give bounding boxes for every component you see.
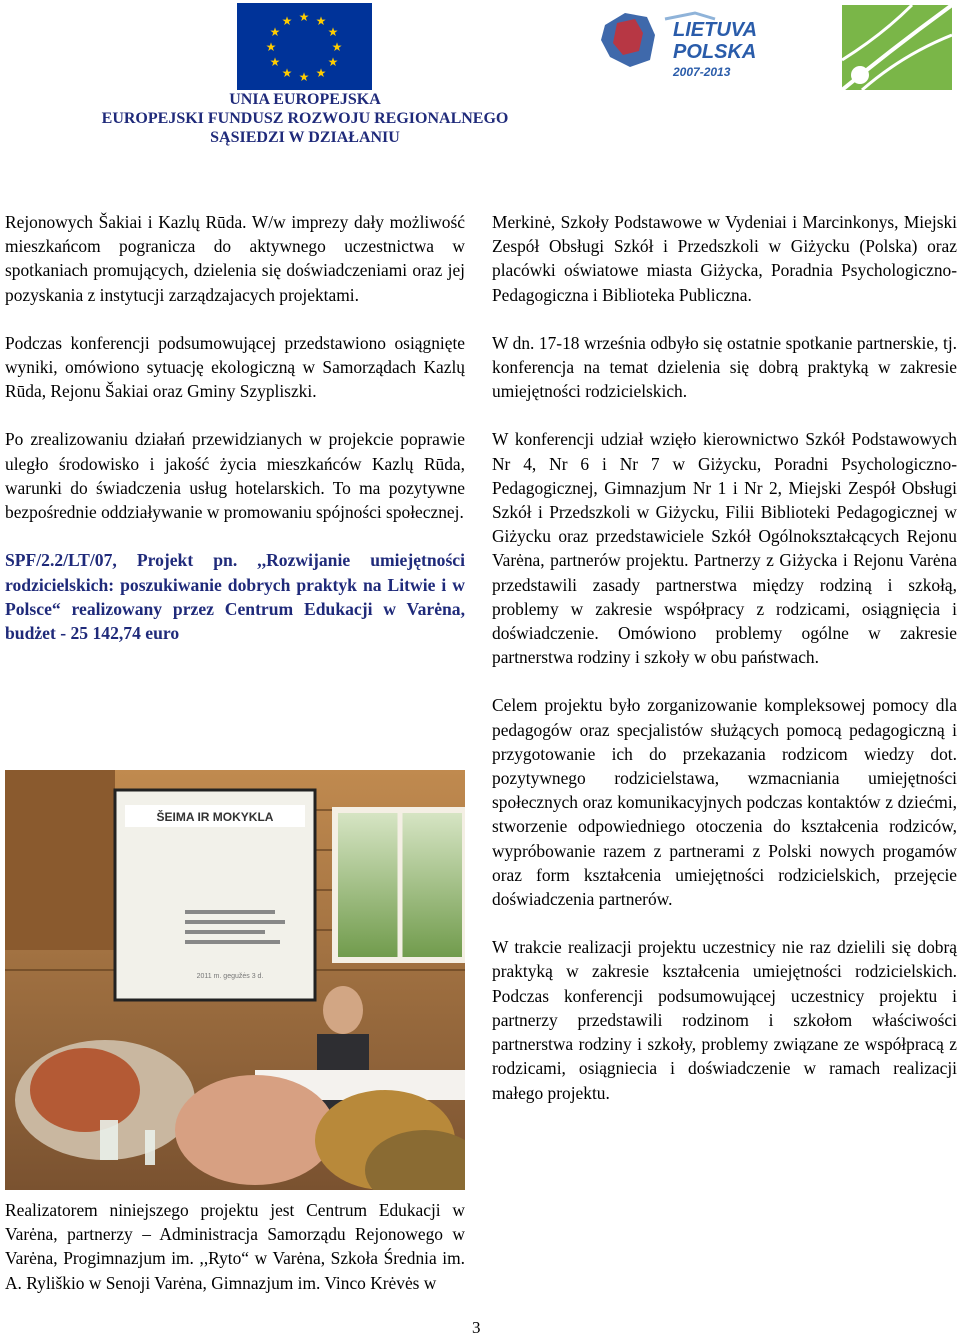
conference-photo bbox=[5, 770, 465, 1190]
svg-text:★: ★ bbox=[298, 70, 310, 84]
header-line-3: SĄSIEDZI W DZIAŁANIU bbox=[210, 129, 400, 146]
logo-text-years: 2007-2013 bbox=[673, 65, 731, 79]
left-paragraph-4: Realizatorem niniejszego projektu jest Centrum Edukacji w Varėna, partnerzy – Administracja Samorządu Rejonowego w Varėna, Progimnazjum im. ,,Ryto“ w Varėna, Szkoła Średnia im. A. Ryliškio w Senoji Varėna, Gimnazjum im. Vinco Krėvės w bbox=[5, 1200, 465, 1293]
project-heading: SPF/2.2/LT/07, Projekt pn. ,,Rozwijanie umiejętności rodzicielskich: poszukiwanie dobrych praktyk na Litwie i w Polsce“ realizowany przez Centrum Edukacji w Varėna, budżet - 25 142,74 euro bbox=[5, 550, 465, 644]
program-logo-icon bbox=[842, 5, 952, 90]
svg-text:★: ★ bbox=[315, 14, 327, 28]
right-paragraph-4: Celem projektu było zorganizowanie kompleksowej pomocy dla pedagogów oraz specjalistów służących pomocą pedagogiczną i przygotowanie ich do przekazania rodzicom wiedzy dot. pozytywnego rodzicielstawa, wzmacniania umiejętności społecznych oraz komunikacyjnych podczas kontaktów z dziećmi, stworzenie odpowiedniego otoczenia do kształcenia rodziców, wypróbowanie razem z partnerami z Polski nowych progamów oraz form kształcenia umiejętności rodzicielskich, przejęcie doświadczenia partnerów. bbox=[492, 695, 957, 910]
svg-text:★: ★ bbox=[269, 55, 281, 69]
eu-flag-icon bbox=[237, 3, 372, 90]
right-paragraph-5: W trakcie realizacji projektu uczestnicy nie raz dzielili się dobrą praktyką w zakresie kształcenia umiejętności rodzicielskich. Podczas konferencji podsumowującej uczestnicy projektu i partnerzy przedstawili rodzinom i szkołom właściwości partnerstwa rodziny i szkoły, problemy związane ze współpracą z rodzicami, osiągniecia i doświadczenie w ramach realizacji małego projektu. bbox=[492, 937, 957, 1103]
logo-text-lietuva: LIETUVA bbox=[673, 19, 758, 41]
svg-text:★: ★ bbox=[281, 66, 293, 80]
header-line-1: UNIA EUROPEJSKA bbox=[229, 91, 381, 108]
right-paragraph-3: W konferencji udział wzięło kierownictwo Szkół Podstawowych Nr 4, Nr 6 i Nr 7 w Giżycku, Poradni Psychologiczno-Pedagogicznej, Gimnazjum Nr 1 i Nr 2, Miejski Zespół Obsługi Szkół i Przedszkoli w Giżycku, Filii Biblioteki Pedagogicznej w Giżycku oraz przedstawiciele Szkół Ogólnokształcących Rejonu Varėna, partnerów projektu. Partnerzy z Giżycka i Rejonu Varėna przedstawili zasady partnerstwa między rodziną i szkołą, problemy w zakresie współpracy z rodzicami, osiągnięcia i doświadczenie. Omówiono problemy ogólne w zakresie partnerstwa rodziny i szkoły w obu państwach. bbox=[492, 429, 957, 668]
logo-text-polska: POLSKA bbox=[673, 41, 757, 63]
left-paragraph-3: Po zrealizowaniu działań przewidzianych w projekcie poprawie uległo środowisko i jakość życia mieszkańców Kazlų Rūda, warunki do świadczenia usług hotelarskich. To ma pozytywne bezpośrednie oddziaływanie w promowaniu spójności społecznej. bbox=[5, 429, 465, 523]
svg-text:★: ★ bbox=[298, 10, 310, 24]
svg-text:★: ★ bbox=[327, 55, 339, 69]
left-bottom-text bbox=[5, 1198, 465, 1295]
svg-text:★: ★ bbox=[327, 25, 339, 39]
svg-text:★: ★ bbox=[265, 40, 277, 54]
header-text bbox=[0, 90, 610, 147]
right-paragraph-2: W dn. 17-18 września odbyło się ostatnie spotkanie partnerskie, tj. konferencja na temat dzielenia się dobrą praktyką w zakresie umiejętności rodzicielskich. bbox=[492, 332, 957, 402]
page-header bbox=[0, 0, 960, 160]
svg-text:★: ★ bbox=[269, 25, 281, 39]
svg-text:★: ★ bbox=[315, 66, 327, 80]
left-paragraph-2: Podczas konferencji podsumowującej przedstawiono osiągnięte wyniki, omówiono sytuację ekologiczną w Samorządach Kazlų Rūda, Rejonu Šakiai oraz Gminy Szypliszki. bbox=[5, 332, 465, 402]
right-paragraph-1: Merkinė, Szkoły Podstawowe w Vydeniai i Marcinkonys, Miejski Zespół Obsługi Szkół i Przedszkoli w Giżycku (Polska) oraz placówki oświatowe miasta Giżycka, Poradnia Psychologiczno-Pedagogiczna i Biblioteka Publiczna. bbox=[492, 212, 957, 305]
screen-title: ŠEIMA IR MOKYKLA bbox=[156, 810, 274, 824]
right-column bbox=[492, 210, 957, 1105]
screen-footer: 2011 m. gegužės 3 d. bbox=[196, 973, 264, 980]
lietuva-polska-logo bbox=[595, 5, 770, 90]
svg-text:★: ★ bbox=[331, 40, 343, 54]
left-column bbox=[5, 210, 465, 646]
svg-text:★: ★ bbox=[281, 14, 293, 28]
left-paragraph-1: Rejonowych Šakiai i Kazlų Rūda. W/w imprezy dały możliwość mieszkańcom pogranicza do aktywnego uczestnictwa w spotkaniach promujących, dzielenia się doświadczeniami oraz jej pozyskania z instytucji zarządzajacych projektami. bbox=[5, 212, 465, 305]
page-number: 3 bbox=[472, 1318, 481, 1337]
header-line-2: EUROPEJSKI FUNDUSZ ROZWOJU REGIONALNEGO bbox=[101, 110, 509, 127]
